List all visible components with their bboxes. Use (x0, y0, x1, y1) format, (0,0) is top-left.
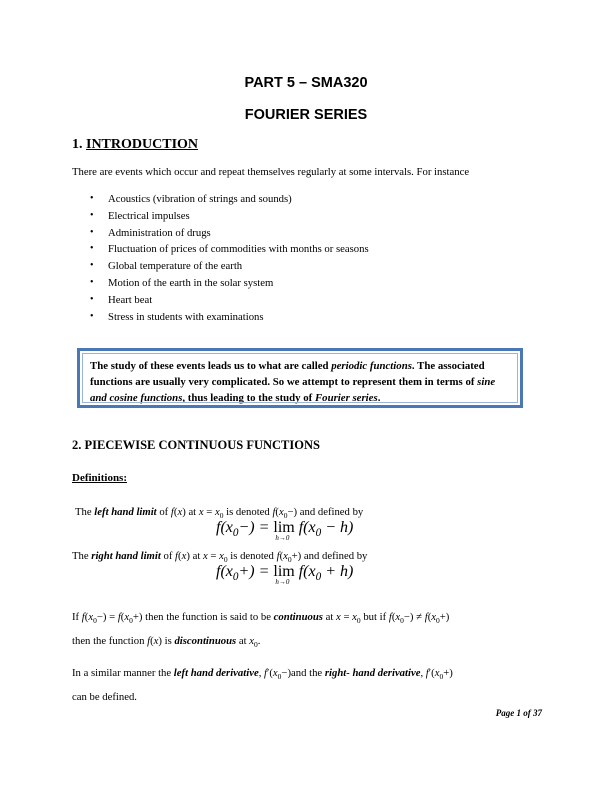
page-number: Page 1 of 37 (495, 708, 542, 718)
text: If (72, 611, 82, 623)
text: of (160, 550, 176, 562)
highlight-box (77, 348, 523, 408)
note-text: . The associated functions are usually very complicated. So we attempt to represent them in terms of (90, 360, 485, 388)
section-1-heading (72, 137, 198, 153)
list-item: • Fluctuation of prices of commodities with months or seasons (90, 241, 369, 258)
note-emphasis: periodic functions (331, 360, 412, 372)
list-item: • Motion of the earth in the solar system (90, 275, 369, 292)
section-2-heading (72, 438, 320, 453)
text: at (322, 611, 337, 623)
definitions-heading: Definitions: (72, 472, 127, 484)
text: In a similar manner the (72, 667, 174, 679)
left-limit-text: The left hand limit of f(x) at $x = x_0$ is denoted $f(x_0-)$ and defined by (75, 506, 364, 521)
text: and defined by (301, 550, 368, 562)
text: at (236, 635, 250, 648)
term: left hand limit (94, 506, 157, 518)
list-item: • Acoustics (vibration of strings and sounds) (90, 191, 369, 208)
text: The (72, 550, 92, 562)
list-item: • Heart beat (90, 292, 369, 309)
examples-list (90, 191, 369, 325)
right-limit-text: The right hand limit of f(x) at $x = x_0$ is denoted $f(x_0+)$ and defined by (72, 550, 368, 565)
term: continuous (273, 611, 323, 623)
note-emphasis: Fourier series (314, 392, 378, 404)
note-text: . (377, 392, 381, 404)
text: at (189, 550, 203, 562)
list-item: • Global temperature of the earth (90, 258, 369, 275)
list-item: • Administration of drugs (90, 225, 369, 242)
text: of (156, 506, 171, 518)
text: at (185, 506, 199, 518)
text: then the function (72, 635, 148, 648)
left-limit-formula: $f(x_0-) = \lim$ h→0 $f(x_0 - h)$ (216, 519, 354, 542)
text: then the function is said to be (142, 611, 274, 623)
list-item: • Stress in students with examinations (90, 309, 369, 326)
text: is denoted (227, 550, 277, 562)
term: right- hand derivative (324, 667, 421, 679)
text: is denoted (223, 506, 273, 518)
text: but if (360, 611, 389, 623)
term: discontinuous (174, 635, 237, 648)
section-1-number: 1. (72, 137, 83, 152)
intro-paragraph: There are events which occur and repeat themselves regularly at some intervals. For instance (72, 166, 470, 178)
text: is (161, 635, 175, 648)
section-2-number: 2. (72, 438, 82, 452)
text: The (75, 506, 95, 518)
note-text: , thus leading to the study of (182, 392, 315, 404)
continuity-text: If $f(x_0-) = f(x_0+)$ then the function is said to be continuous at $x = x_0$ but if $f(x_0-) \ne f(x_0+)$ then the function f(x) is discontinuous at $x_0$. (72, 611, 450, 650)
section-1-title: INTRODUCTION (86, 137, 199, 152)
term: left hand derivative (173, 667, 259, 679)
note-emphasis: sine and cosine functions (90, 376, 496, 404)
part-title: PART 5 – SMA320 (244, 75, 368, 91)
note-text: The study of these events leads us to what are called (90, 360, 332, 372)
text: and defined by (297, 506, 364, 518)
text: can be defined. (72, 691, 137, 704)
page-title: FOURIER SERIES (244, 107, 368, 123)
list-item: • Electrical impulses (90, 208, 369, 225)
text: and the (291, 667, 325, 679)
section-2-title: PIECEWISE CONTINUOUS FUNCTIONS (84, 438, 320, 452)
term: right hand limit (91, 550, 161, 562)
derivatives-text: In a similar manner the left hand derivative, $f'(x_0-)and$ the right- hand derivative, $f'(x_0+)$ can be defined. (72, 667, 453, 704)
right-limit-formula: $f(x_0+) = \lim$ h→0 $f(x_0 + h)$ (216, 563, 354, 586)
